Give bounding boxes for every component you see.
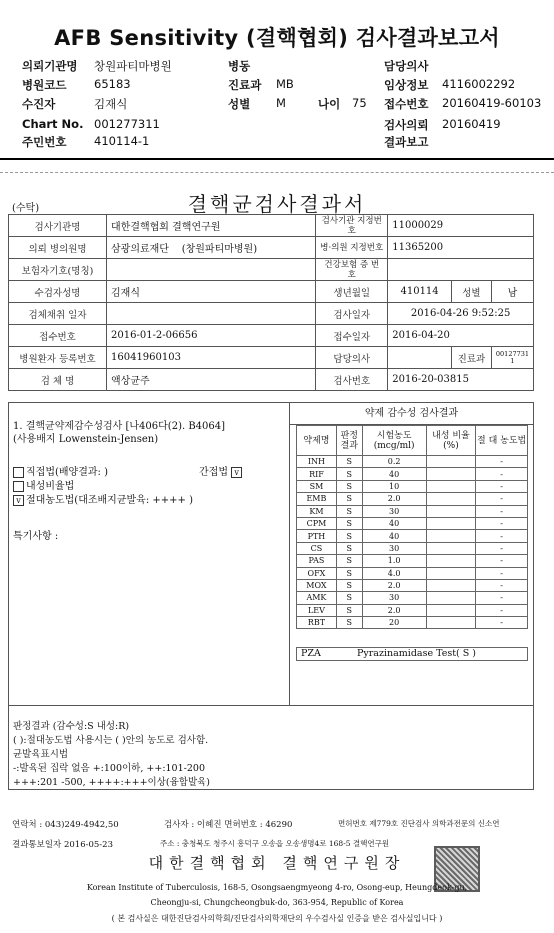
- dob-label: 생년월일: [316, 281, 388, 303]
- drug-row: [297, 468, 528, 480]
- header-value: MB: [276, 77, 294, 91]
- absolute-checkbox: v: [13, 495, 24, 506]
- recv-date-value: 2016-04-20: [388, 325, 534, 347]
- header-value: 001277311: [94, 117, 160, 131]
- drug-cell: [426, 617, 476, 629]
- drug-cell: -: [476, 579, 528, 591]
- verdict-line4: -:발육된 집락 없음 +:100이하, ++:101-200: [13, 763, 205, 774]
- results-section: [8, 402, 534, 790]
- dob-value: 410114: [388, 281, 452, 303]
- verdict-line1: 판정결과 (감수성:S 내성:R): [13, 721, 130, 732]
- dept-value: 00127731 1: [491, 347, 533, 369]
- drug-cell: INH: [297, 456, 337, 468]
- req-code-label: 병·의원 지정번호: [316, 237, 388, 259]
- drug-cell: [426, 505, 476, 517]
- drug-cell: 40: [362, 468, 426, 480]
- header-label: 수진자: [22, 97, 56, 111]
- inst-value: 대한결핵협회 결핵연구원: [107, 215, 316, 237]
- footer-org-name: 대한결핵협회 결핵연구원장: [148, 854, 406, 872]
- header-label: 임상정보: [384, 78, 429, 92]
- drug-cell: 40: [362, 530, 426, 542]
- inst-label: 검사기관명: [9, 215, 107, 237]
- drug-cell: PTH: [297, 530, 337, 542]
- specimen-label: 검 체 명: [9, 369, 107, 391]
- drug-cell: S: [336, 480, 362, 492]
- test-no-value: 2016-20-03815: [388, 369, 534, 391]
- header-label: 담당의사: [384, 59, 429, 73]
- drug-row: [297, 617, 528, 629]
- drug-cell: -: [476, 617, 528, 629]
- header-divider: [0, 158, 554, 160]
- special-notes: 특기사항 :: [13, 531, 59, 542]
- verdict-panel: [9, 705, 533, 789]
- drug-cell: S: [336, 579, 362, 591]
- hosp-no-label: 병원환자 등록번호: [9, 347, 107, 369]
- drug-cell: RIF: [297, 468, 337, 480]
- drug-table-header: 판정 결과: [336, 426, 362, 456]
- header-label: 결과보고: [384, 135, 429, 149]
- drug-cell: -: [476, 542, 528, 554]
- header-value: 4116002292: [442, 77, 516, 91]
- inst-code-label: 검사기관 지정번호: [316, 215, 388, 237]
- drug-row: [297, 456, 528, 468]
- test-no-label: 검사번호: [316, 369, 388, 391]
- patient-value: 김재식: [107, 281, 316, 303]
- drug-row: [297, 592, 528, 604]
- drug-cell: S: [336, 493, 362, 505]
- footer-address: 주소 : 충청북도 청주시 흥덕구 오송읍 오송생명4로 168-5 결핵연구원: [160, 839, 390, 848]
- drug-row: [297, 579, 528, 591]
- drug-cell: -: [476, 456, 528, 468]
- drug-cell: S: [336, 592, 362, 604]
- drug-row: [297, 542, 528, 554]
- drug-cell: -: [476, 480, 528, 492]
- verdict-line2: ( ):절대농도법 사용시는 ( )안의 농도로 검사함.: [13, 735, 209, 746]
- drug-cell: [426, 555, 476, 567]
- drug-cell: -: [476, 592, 528, 604]
- patient-info-table: [8, 214, 534, 391]
- drug-cell: CPM: [297, 517, 337, 529]
- drug-cell: -: [476, 567, 528, 579]
- drug-cell: KM: [297, 505, 337, 517]
- drug-table-header: 절 대 농도법: [476, 426, 528, 456]
- pza-label: PZA: [301, 648, 321, 659]
- ratio-method-option: 내성비율법: [13, 477, 74, 492]
- req-label: 의뢰 병의원명: [9, 237, 107, 259]
- drug-cell: [426, 592, 476, 604]
- drug-cell: 4.0: [362, 567, 426, 579]
- drug-cell: AMK: [297, 592, 337, 604]
- drug-cell: [426, 542, 476, 554]
- drug-cell: EMB: [297, 493, 337, 505]
- verdict-line3: 균발육표시법: [13, 749, 69, 760]
- footer-license: 면허번호 제779호 진단검사 의학과전문의 신소연: [338, 819, 500, 828]
- pza-value: Pyrazinamidase Test( S ): [357, 648, 476, 659]
- drug-table-header: 시험농도 (mcg/ml): [362, 426, 426, 456]
- header-value: 창원파티마병원: [94, 59, 172, 73]
- hosp-no-value: 16041960103: [107, 347, 316, 369]
- header-value: 김재식: [94, 97, 128, 111]
- drug-cell: [426, 480, 476, 492]
- drug-cell: 30: [362, 542, 426, 554]
- specimen-value: 액상균주: [107, 369, 316, 391]
- footer-english-address1: Korean Institute of Tuberculosis, 168-5, Osongsaengmyeong 4-ro, Osong-eup, Heungdeok-gu,: [86, 883, 468, 892]
- drug-cell: [426, 468, 476, 480]
- drug-cell: [426, 517, 476, 529]
- drug-row: [297, 505, 528, 517]
- drug-cell: 2.0: [362, 604, 426, 616]
- test-date-label: 검사일자: [316, 303, 388, 325]
- drug-cell: S: [336, 530, 362, 542]
- drug-cell: 30: [362, 592, 426, 604]
- absolute-method-option: v 절대농도법(대조배지균발육: ++++ ): [13, 491, 193, 506]
- drug-row: [297, 604, 528, 616]
- drug-table-title: 약제 감수성 검사결과: [290, 403, 533, 425]
- drug-cell: -: [476, 555, 528, 567]
- header-value: 410114-1: [94, 134, 150, 148]
- drug-cell: S: [336, 517, 362, 529]
- drug-row: [297, 530, 528, 542]
- header-label: 병동: [228, 59, 251, 73]
- indirect-checkbox: v: [231, 467, 242, 478]
- drug-cell: S: [336, 567, 362, 579]
- drug-cell: S: [336, 617, 362, 629]
- drug-cell: [426, 456, 476, 468]
- drug-cell: 1.0: [362, 555, 426, 567]
- footer-report-date: 결과통보일자 2016-05-23: [12, 840, 113, 850]
- drug-cell: OFX: [297, 567, 337, 579]
- drug-cell: LEV: [297, 604, 337, 616]
- pza-row: [296, 647, 528, 661]
- collect-label: 검체채취 일자: [9, 303, 107, 325]
- header-value: M: [276, 96, 286, 110]
- method-line1: 1. 결핵균약제감수성검사 [나406다(2). B4064]: [13, 421, 226, 432]
- drug-cell: 10: [362, 480, 426, 492]
- report-title: AFB Sensitivity (결핵협회) 검사결과보고서: [54, 26, 500, 50]
- recv-date-label: 접수일자: [316, 325, 388, 347]
- req-value: 삼광의료재단 (창원파티마병원): [107, 237, 316, 259]
- drug-cell: 20: [362, 617, 426, 629]
- drug-row: [297, 480, 528, 492]
- dept-label: 진료과: [451, 347, 491, 369]
- header-label: 진료과: [228, 78, 262, 92]
- drug-cell: -: [476, 468, 528, 480]
- drug-cell: 40: [362, 517, 426, 529]
- insurance-card-label: 건강보험 증 번 호: [316, 259, 388, 281]
- age-label: 나이: [318, 97, 341, 111]
- drug-cell: 2.0: [362, 493, 426, 505]
- drug-row: [297, 517, 528, 529]
- drug-cell: MOX: [297, 579, 337, 591]
- drug-cell: PAS: [297, 555, 337, 567]
- header-label: 병원코드: [22, 78, 67, 92]
- footer-examiner: 검사자 : 이혜진 면허번호 : 46290: [164, 820, 293, 830]
- drug-cell: -: [476, 517, 528, 529]
- drug-cell: -: [476, 604, 528, 616]
- header-label: 접수번호: [384, 97, 429, 111]
- drug-row: [297, 555, 528, 567]
- drug-cell: 30: [362, 505, 426, 517]
- patient-label: 수검자성명: [9, 281, 107, 303]
- header-value: 65183: [94, 77, 131, 91]
- sex-value: 남: [491, 281, 533, 303]
- drug-cell: 2.0: [362, 579, 426, 591]
- drug-table-header: 약제명: [297, 426, 337, 456]
- header-label: 검사의뢰: [384, 118, 429, 132]
- drug-cell: S: [336, 468, 362, 480]
- drug-cell: S: [336, 555, 362, 567]
- method-panel: [9, 403, 290, 705]
- sex-label: 성별: [451, 281, 491, 303]
- header-value: 20160419-60103: [442, 96, 542, 110]
- inst-code-value: 11000029: [388, 215, 534, 237]
- drug-cell: [426, 579, 476, 591]
- drug-row: [297, 493, 528, 505]
- footer-cert-note: ( 본 검사실은 대한진단검사의학회/진단검사의학재단의 우수검사실 인증을 받은 검사실입니다 ): [111, 914, 443, 923]
- recv-no-value: 2016-01-2-06656: [107, 325, 316, 347]
- drug-table-header: 내성 비율(%): [426, 426, 476, 456]
- header-label: 성별: [228, 97, 251, 111]
- header-value: 20160419: [442, 117, 501, 131]
- method-line2: (사용배지 Lowenstein-Jensen): [13, 434, 159, 445]
- drug-cell: S: [336, 456, 362, 468]
- indirect-method-option: 간접법 v: [199, 463, 244, 478]
- drug-panel: [290, 403, 533, 705]
- direct-method-option: 직접법(배양결과: ): [13, 463, 108, 478]
- doctor-label: 담당의사: [316, 347, 388, 369]
- drug-cell: -: [476, 530, 528, 542]
- drug-cell: CS: [297, 542, 337, 554]
- test-date-value: 2016-04-26 9:52:25: [388, 303, 534, 325]
- drug-cell: [426, 493, 476, 505]
- insurance-label: 보험자기호(명칭): [9, 259, 107, 281]
- footer-contact: 연락처 : 043)249-4942,50: [12, 820, 119, 830]
- drug-cell: S: [336, 542, 362, 554]
- drug-cell: -: [476, 505, 528, 517]
- req-code-value: 11365200: [388, 237, 534, 259]
- drug-cell: 0.2: [362, 456, 426, 468]
- header-label: 주민번호: [22, 135, 67, 149]
- header-label: 의뢰기관명: [22, 59, 78, 73]
- drug-cell: [426, 604, 476, 616]
- recv-no-label: 접수번호: [9, 325, 107, 347]
- age-value: 75: [352, 96, 367, 110]
- drug-cell: [426, 530, 476, 542]
- drug-cell: SM: [297, 480, 337, 492]
- drug-cell: -: [476, 493, 528, 505]
- drug-cell: S: [336, 604, 362, 616]
- header-label: Chart No.: [22, 117, 84, 131]
- drug-cell: [426, 567, 476, 579]
- drug-cell: RBT: [297, 617, 337, 629]
- drug-table: [296, 425, 528, 629]
- footer-english-address2: Cheongju-si, Chungcheongbuk-do, 363-954, Republic of Korea: [150, 898, 404, 907]
- drug-row: [297, 567, 528, 579]
- verdict-line5: +++:201 -500, ++++:+++이상(융합발육): [13, 777, 211, 788]
- document-title: 결핵균검사결과서: [187, 192, 367, 216]
- drug-cell: S: [336, 505, 362, 517]
- suta-label: (수탁): [12, 203, 40, 214]
